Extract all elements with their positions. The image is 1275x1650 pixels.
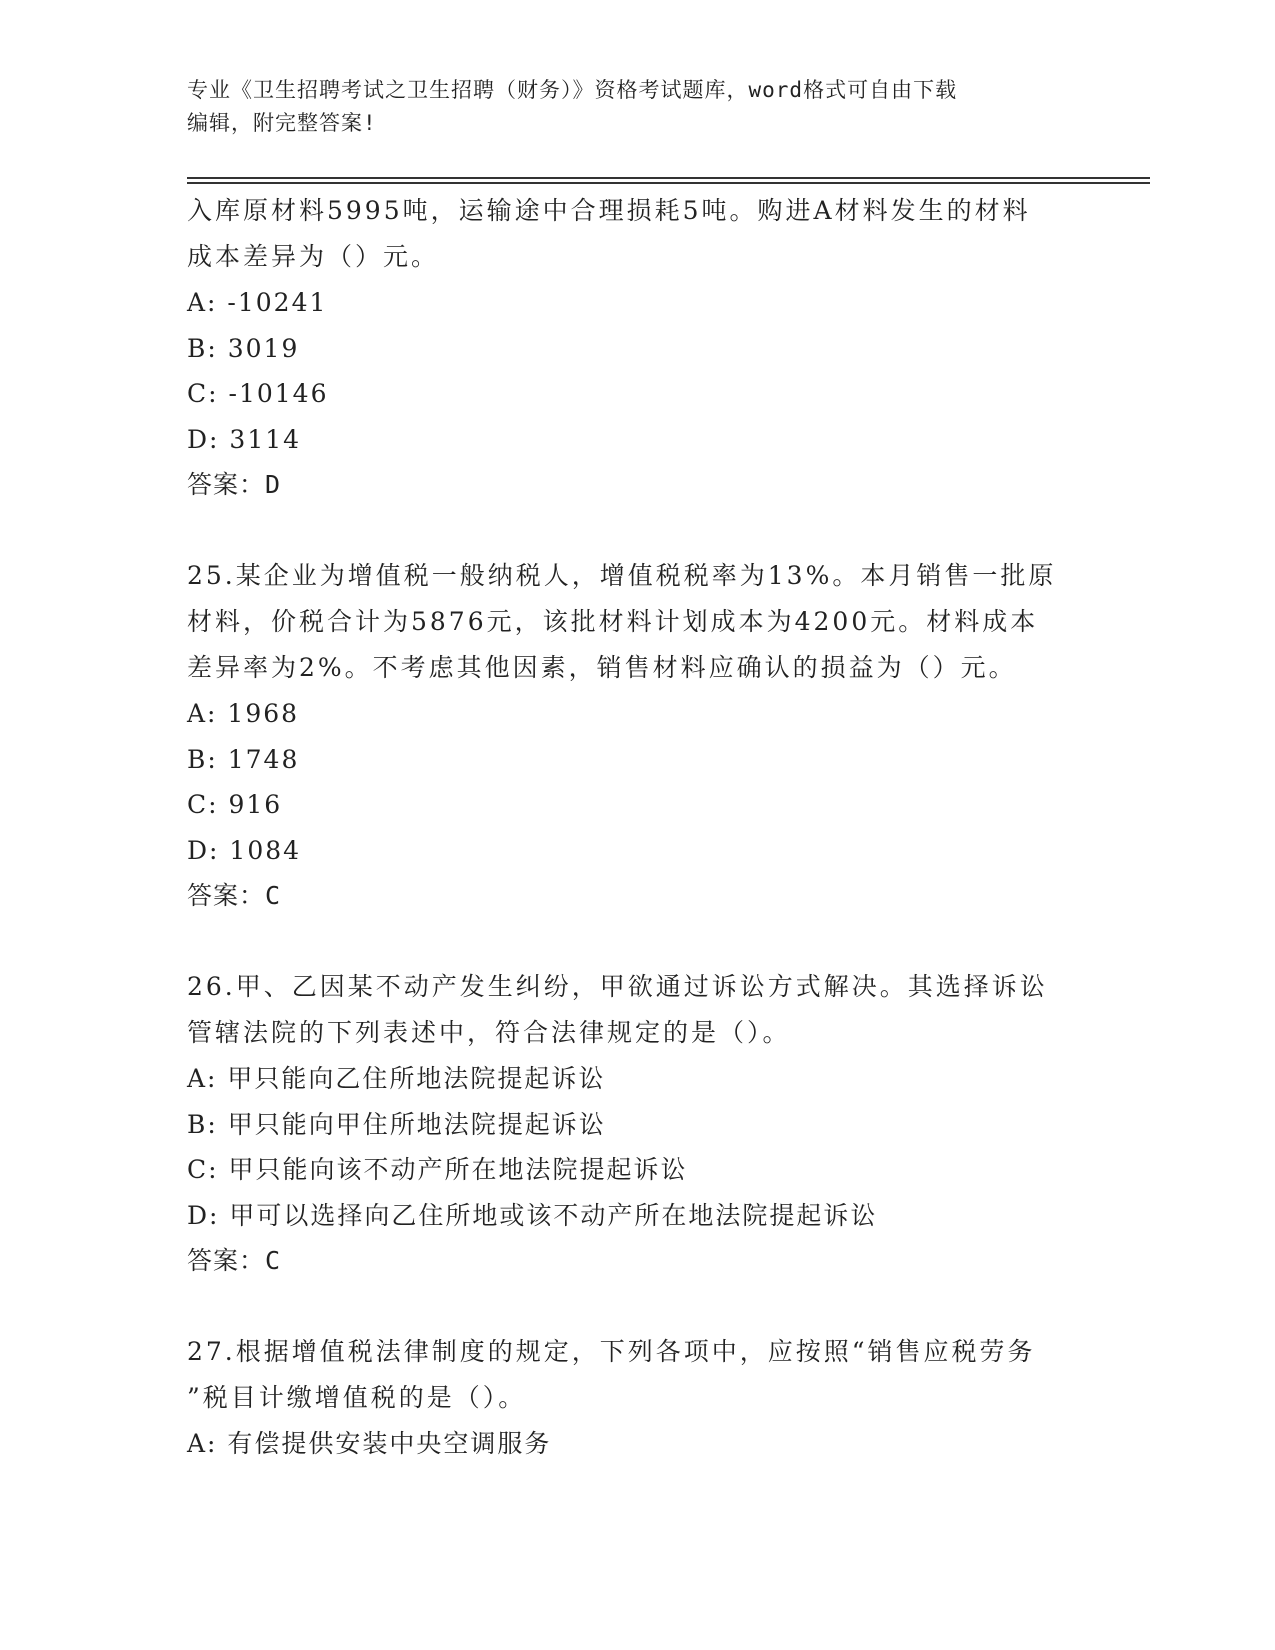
question-stem-line: 材料，价税合计为5876元，该批材料计划成本为4200元。材料成本: [187, 607, 1039, 636]
option-a: A: 有偿提供安装中央空调服务: [187, 1429, 552, 1458]
header-line: 专业《卫生招聘考试之卫生招聘（财务）》资格考试题库，word格式可自由下载: [187, 78, 958, 102]
question-stem-line: 管辖法院的下列表述中，符合法律规定的是（）。: [187, 1018, 791, 1047]
option-d: D: 1084: [187, 835, 302, 865]
option-b: B: 1748: [187, 744, 300, 774]
document-header: [187, 74, 1067, 140]
question-stem-line: 入库原材料5995吨，运输途中合理损耗5吨。购进A材料发生的材料: [187, 196, 1031, 225]
answer-line: 答案：D: [187, 470, 282, 499]
question-block: [187, 964, 1087, 1283]
option-a: A: 1968: [187, 699, 300, 728]
question-block: [187, 553, 1087, 918]
question-stem-line: 25.某企业为增值税一般纳税人，增值税税率为13%。本月销售一批原: [187, 561, 1057, 590]
question-block: [187, 188, 1087, 507]
question-spacer: [187, 918, 1087, 964]
option-b: B: 3019: [187, 333, 300, 363]
option-c: C: 甲只能向该不动产所在地法院提起诉讼: [187, 1155, 688, 1184]
answer-line: 答案：C: [187, 881, 282, 910]
option-c: C: -10146: [187, 379, 329, 408]
option-d: D: 甲可以选择向乙住所地或该不动产所在地法院提起诉讼: [187, 1200, 878, 1230]
question-stem-line: 27.根据增值税法律制度的规定，下列各项中，应按照“销售应税劳务: [187, 1337, 1036, 1366]
question-block: [187, 1329, 1087, 1467]
question-stem-line: 差异率为2%。不考虑其他因素，销售材料应确认的损益为（）元。: [187, 653, 1017, 682]
header-line: 编辑，附完整答案!: [187, 111, 377, 135]
question-stem-line: 26.甲、乙因某不动产发生纠纷，甲欲通过诉讼方式解决。其选择诉讼: [187, 972, 1048, 1001]
option-a: A: 甲只能向乙住所地法院提起诉讼: [187, 1064, 606, 1093]
option-c: C: 916: [187, 790, 283, 819]
option-b: B: 甲只能向甲住所地法院提起诉讼: [187, 1109, 606, 1139]
question-spacer: [187, 1283, 1087, 1329]
question-spacer: [187, 507, 1087, 553]
option-d: D: 3114: [187, 424, 302, 454]
question-list: [187, 188, 1087, 1467]
header-divider: [187, 177, 1150, 179]
option-a: A: -10241: [187, 288, 328, 317]
answer-line: 答案：C: [187, 1246, 282, 1275]
question-stem-line: ”税目计缴增值税的是（）。: [187, 1383, 527, 1412]
header-divider: [187, 182, 1150, 184]
question-stem-line: 成本差异为（）元。: [187, 242, 440, 271]
